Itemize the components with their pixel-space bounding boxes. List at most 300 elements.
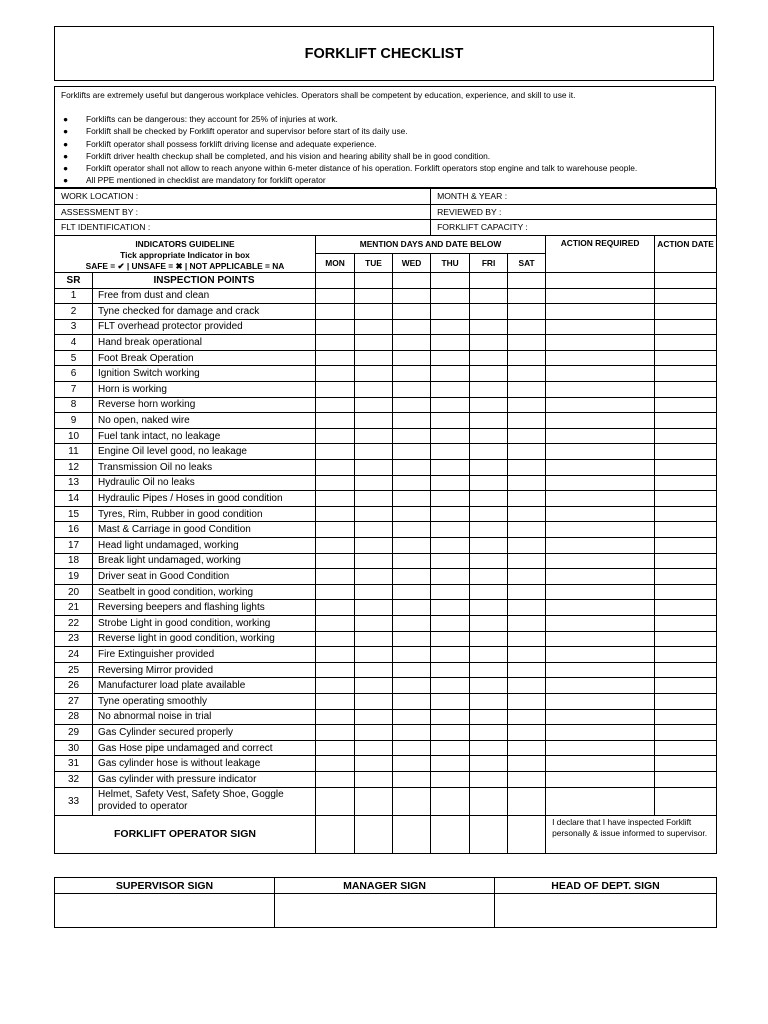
- assessment-by-field[interactable]: ASSESSMENT BY :: [55, 204, 431, 220]
- day-check-cell-mon[interactable]: [316, 569, 355, 585]
- day-check-cell-wed[interactable]: [393, 662, 431, 678]
- day-check-cell-thu[interactable]: [431, 460, 470, 476]
- action-required-cell[interactable]: [546, 382, 655, 398]
- day-check-cell-sat[interactable]: [508, 304, 546, 320]
- intro-bullet-item: [55, 151, 715, 163]
- day-check-cell-tue[interactable]: [355, 647, 393, 663]
- day-check-cell-tue[interactable]: [355, 366, 393, 382]
- day-check-cell-wed[interactable]: [393, 491, 431, 507]
- day-check-cell-wed[interactable]: [393, 647, 431, 663]
- day-check-cell-tue[interactable]: [355, 319, 393, 335]
- work-location-field[interactable]: WORK LOCATION :: [55, 189, 431, 205]
- day-check-cell-wed[interactable]: [393, 382, 431, 398]
- day-check-cell-fri[interactable]: [470, 319, 508, 335]
- day-check-cell-sat[interactable]: [508, 662, 546, 678]
- day-check-cell-wed[interactable]: [393, 428, 431, 444]
- day-check-cell-tue[interactable]: [355, 506, 393, 522]
- action-required-cell[interactable]: [546, 444, 655, 460]
- action-required-cell[interactable]: [546, 319, 655, 335]
- day-check-cell-fri[interactable]: [470, 538, 508, 554]
- forklift-operator-sign-label: FORKLIFT OPERATOR SIGN: [55, 815, 316, 853]
- day-check-cell-fri[interactable]: [470, 615, 508, 631]
- day-check-cell-thu[interactable]: [431, 615, 470, 631]
- action-date-cell[interactable]: [655, 600, 717, 616]
- operator-sign-cell-tue[interactable]: [355, 815, 393, 853]
- action-required-cell[interactable]: [546, 288, 655, 304]
- day-check-cell-thu[interactable]: [431, 553, 470, 569]
- day-check-cell-mon[interactable]: [316, 538, 355, 554]
- day-check-cell-mon[interactable]: [316, 725, 355, 741]
- bullet-icon: ●: [63, 150, 69, 161]
- day-check-cell-sat[interactable]: [508, 288, 546, 304]
- day-check-cell-wed[interactable]: [393, 475, 431, 491]
- day-check-cell-sat[interactable]: [508, 771, 546, 787]
- day-check-cell-mon[interactable]: [316, 787, 355, 815]
- day-check-cell-mon[interactable]: [316, 709, 355, 725]
- action-date-cell[interactable]: [655, 366, 717, 382]
- day-check-cell-mon[interactable]: [316, 771, 355, 787]
- action-required-cell[interactable]: [546, 413, 655, 429]
- action-date-cell[interactable]: [655, 756, 717, 772]
- supervisor-sign-box[interactable]: [55, 894, 275, 928]
- day-check-cell-wed[interactable]: [393, 366, 431, 382]
- day-check-cell-mon[interactable]: [316, 444, 355, 460]
- action-required-cell[interactable]: [546, 709, 655, 725]
- intro-bullet-item: [55, 163, 715, 175]
- table-row: [55, 382, 717, 398]
- day-check-cell-thu[interactable]: [431, 693, 470, 709]
- action-date-cell[interactable]: [655, 740, 717, 756]
- day-check-cell-sat[interactable]: [508, 475, 546, 491]
- day-check-cell-mon[interactable]: [316, 756, 355, 772]
- day-check-cell-sat[interactable]: [508, 413, 546, 429]
- day-check-cell-mon[interactable]: [316, 600, 355, 616]
- day-check-cell-fri[interactable]: [470, 600, 508, 616]
- action-required-cell[interactable]: [546, 522, 655, 538]
- action-required-cell[interactable]: [546, 366, 655, 382]
- day-check-cell-thu[interactable]: [431, 600, 470, 616]
- sr-header: SR: [55, 272, 93, 288]
- action-date-cell[interactable]: [655, 288, 717, 304]
- action-date-cell[interactable]: [655, 335, 717, 351]
- day-check-cell-sat[interactable]: [508, 740, 546, 756]
- action-required-cell[interactable]: [546, 397, 655, 413]
- day-check-cell-thu[interactable]: [431, 771, 470, 787]
- action-required-cell[interactable]: [546, 678, 655, 694]
- day-check-cell-thu[interactable]: [431, 709, 470, 725]
- day-check-cell-tue[interactable]: [355, 693, 393, 709]
- day-check-cell-thu[interactable]: [431, 538, 470, 554]
- operator-sign-cell-wed[interactable]: [393, 815, 431, 853]
- day-check-cell-tue[interactable]: [355, 413, 393, 429]
- action-date-cell[interactable]: [655, 569, 717, 585]
- day-check-cell-tue[interactable]: [355, 382, 393, 398]
- day-check-cell-thu[interactable]: [431, 397, 470, 413]
- action-required-cell[interactable]: [546, 662, 655, 678]
- day-check-cell-thu[interactable]: [431, 631, 470, 647]
- day-check-cell-fri[interactable]: [470, 288, 508, 304]
- action-date-cell[interactable]: [655, 413, 717, 429]
- day-check-cell-sat[interactable]: [508, 444, 546, 460]
- day-check-cell-thu[interactable]: [431, 288, 470, 304]
- day-check-cell-tue[interactable]: [355, 460, 393, 476]
- action-date-cell[interactable]: [655, 693, 717, 709]
- day-check-cell-thu[interactable]: [431, 506, 470, 522]
- day-check-cell-sat[interactable]: [508, 678, 546, 694]
- day-check-cell-sat[interactable]: [508, 756, 546, 772]
- day-check-cell-fri[interactable]: [470, 522, 508, 538]
- day-check-cell-wed[interactable]: [393, 319, 431, 335]
- action-date-cell[interactable]: [655, 382, 717, 398]
- day-check-cell-fri[interactable]: [470, 725, 508, 741]
- day-check-cell-fri[interactable]: [470, 631, 508, 647]
- action-date-cell[interactable]: [655, 522, 717, 538]
- day-check-cell-sat[interactable]: [508, 787, 546, 815]
- day-check-cell-tue[interactable]: [355, 491, 393, 507]
- action-required-cell[interactable]: [546, 538, 655, 554]
- action-date-cell[interactable]: [655, 725, 717, 741]
- action-date-cell[interactable]: [655, 304, 717, 320]
- day-check-cell-fri[interactable]: [470, 506, 508, 522]
- day-check-cell-mon[interactable]: [316, 647, 355, 663]
- table-row: [55, 366, 717, 382]
- action-date-cell[interactable]: [655, 787, 717, 815]
- row-sr: 9: [55, 413, 93, 429]
- day-header-wed: WED: [393, 254, 431, 273]
- operator-sign-cell-sat[interactable]: [508, 815, 546, 853]
- day-check-cell-sat[interactable]: [508, 397, 546, 413]
- day-check-cell-thu[interactable]: [431, 725, 470, 741]
- day-check-cell-fri[interactable]: [470, 382, 508, 398]
- day-check-cell-wed[interactable]: [393, 631, 431, 647]
- day-check-cell-thu[interactable]: [431, 428, 470, 444]
- operator-sign-cell-mon[interactable]: [316, 815, 355, 853]
- intro-section: [54, 86, 716, 188]
- action-required-cell[interactable]: [546, 771, 655, 787]
- day-check-cell-fri[interactable]: [470, 740, 508, 756]
- day-check-cell-mon[interactable]: [316, 553, 355, 569]
- day-check-cell-sat[interactable]: [508, 460, 546, 476]
- action-required-cell[interactable]: [546, 756, 655, 772]
- action-required-cell[interactable]: [546, 600, 655, 616]
- row-sr: 16: [55, 522, 93, 538]
- action-required-cell[interactable]: [546, 615, 655, 631]
- flt-identification-field[interactable]: FLT IDENTIFICATION :: [55, 220, 431, 236]
- row-inspection-point: Helmet, Safety Vest, Safety Shoe, Goggle provided to operator: [93, 787, 316, 815]
- day-check-cell-tue[interactable]: [355, 662, 393, 678]
- action-required-cell[interactable]: [546, 506, 655, 522]
- day-check-cell-tue[interactable]: [355, 740, 393, 756]
- action-required-cell[interactable]: [546, 787, 655, 815]
- day-check-cell-tue[interactable]: [355, 397, 393, 413]
- day-check-cell-wed[interactable]: [393, 787, 431, 815]
- day-check-cell-wed[interactable]: [393, 304, 431, 320]
- day-check-cell-sat[interactable]: [508, 725, 546, 741]
- day-check-cell-tue[interactable]: [355, 569, 393, 585]
- day-check-cell-thu[interactable]: [431, 304, 470, 320]
- day-check-cell-fri[interactable]: [470, 444, 508, 460]
- row-sr: 31: [55, 756, 93, 772]
- day-check-cell-sat[interactable]: [508, 600, 546, 616]
- day-check-cell-mon[interactable]: [316, 366, 355, 382]
- day-check-cell-fri[interactable]: [470, 756, 508, 772]
- day-check-cell-wed[interactable]: [393, 678, 431, 694]
- manager-sign-box[interactable]: [275, 894, 495, 928]
- action-required-cell[interactable]: [546, 335, 655, 351]
- day-check-cell-wed[interactable]: [393, 506, 431, 522]
- day-check-cell-tue[interactable]: [355, 615, 393, 631]
- forklift-capacity-field[interactable]: FORKLIFT CAPACITY :: [431, 220, 717, 236]
- day-check-cell-thu[interactable]: [431, 647, 470, 663]
- day-check-cell-fri[interactable]: [470, 428, 508, 444]
- action-date-cell[interactable]: [655, 428, 717, 444]
- row-inspection-point: Fire Extinguisher provided: [93, 647, 316, 663]
- day-check-cell-tue[interactable]: [355, 335, 393, 351]
- day-check-cell-tue[interactable]: [355, 787, 393, 815]
- day-check-cell-fri[interactable]: [470, 475, 508, 491]
- day-check-cell-wed[interactable]: [393, 413, 431, 429]
- day-check-cell-mon[interactable]: [316, 506, 355, 522]
- action-date-cell[interactable]: [655, 584, 717, 600]
- day-check-cell-sat[interactable]: [508, 553, 546, 569]
- day-check-cell-sat[interactable]: [508, 335, 546, 351]
- day-check-cell-thu[interactable]: [431, 444, 470, 460]
- day-check-cell-sat[interactable]: [508, 491, 546, 507]
- day-check-cell-mon[interactable]: [316, 693, 355, 709]
- action-date-cell[interactable]: [655, 444, 717, 460]
- day-check-cell-thu[interactable]: [431, 335, 470, 351]
- day-check-cell-fri[interactable]: [470, 569, 508, 585]
- day-check-cell-tue[interactable]: [355, 725, 393, 741]
- day-check-cell-fri[interactable]: [470, 304, 508, 320]
- day-check-cell-sat[interactable]: [508, 647, 546, 663]
- day-check-cell-sat[interactable]: [508, 506, 546, 522]
- action-date-cell[interactable]: [655, 662, 717, 678]
- day-check-cell-thu[interactable]: [431, 350, 470, 366]
- action-required-cell[interactable]: [546, 569, 655, 585]
- day-check-cell-wed[interactable]: [393, 397, 431, 413]
- day-check-cell-wed[interactable]: [393, 709, 431, 725]
- day-check-cell-fri[interactable]: [470, 693, 508, 709]
- day-check-cell-sat[interactable]: [508, 428, 546, 444]
- row-sr: 10: [55, 428, 93, 444]
- day-check-cell-wed[interactable]: [393, 725, 431, 741]
- day-check-cell-wed[interactable]: [393, 584, 431, 600]
- action-date-cell[interactable]: [655, 709, 717, 725]
- day-check-cell-mon[interactable]: [316, 335, 355, 351]
- action-date-cell[interactable]: [655, 771, 717, 787]
- action-date-cell[interactable]: [655, 319, 717, 335]
- day-check-cell-mon[interactable]: [316, 662, 355, 678]
- day-check-cell-mon[interactable]: [316, 288, 355, 304]
- action-required-cell[interactable]: [546, 428, 655, 444]
- day-check-cell-wed[interactable]: [393, 522, 431, 538]
- operator-sign-cell-thu[interactable]: [431, 815, 470, 853]
- day-check-cell-sat[interactable]: [508, 584, 546, 600]
- day-check-cell-thu[interactable]: [431, 740, 470, 756]
- action-date-cell[interactable]: [655, 647, 717, 663]
- day-check-cell-thu[interactable]: [431, 319, 470, 335]
- day-check-cell-sat[interactable]: [508, 538, 546, 554]
- day-check-cell-fri[interactable]: [470, 553, 508, 569]
- day-check-cell-thu[interactable]: [431, 756, 470, 772]
- day-check-cell-thu[interactable]: [431, 787, 470, 815]
- action-date-cell[interactable]: [655, 397, 717, 413]
- day-check-cell-wed[interactable]: [393, 350, 431, 366]
- day-check-cell-tue[interactable]: [355, 678, 393, 694]
- day-check-cell-mon[interactable]: [316, 615, 355, 631]
- day-check-cell-wed[interactable]: [393, 693, 431, 709]
- day-check-cell-sat[interactable]: [508, 366, 546, 382]
- action-date-cell[interactable]: [655, 475, 717, 491]
- action-required-cell[interactable]: [546, 350, 655, 366]
- action-required-cell[interactable]: [546, 553, 655, 569]
- day-check-cell-mon[interactable]: [316, 428, 355, 444]
- day-check-cell-mon[interactable]: [316, 460, 355, 476]
- day-check-cell-fri[interactable]: [470, 366, 508, 382]
- day-check-cell-fri[interactable]: [470, 662, 508, 678]
- day-check-cell-wed[interactable]: [393, 553, 431, 569]
- action-date-cell[interactable]: [655, 506, 717, 522]
- action-required-cell[interactable]: [546, 725, 655, 741]
- day-check-cell-thu[interactable]: [431, 662, 470, 678]
- day-check-cell-tue[interactable]: [355, 522, 393, 538]
- action-date-cell[interactable]: [655, 631, 717, 647]
- table-row: [55, 678, 717, 694]
- day-check-cell-sat[interactable]: [508, 522, 546, 538]
- day-check-cell-fri[interactable]: [470, 413, 508, 429]
- day-check-cell-sat[interactable]: [508, 693, 546, 709]
- day-check-cell-mon[interactable]: [316, 319, 355, 335]
- day-check-cell-fri[interactable]: [470, 335, 508, 351]
- operator-sign-cell-fri[interactable]: [470, 815, 508, 853]
- action-date-cell[interactable]: [655, 491, 717, 507]
- day-check-cell-thu[interactable]: [431, 382, 470, 398]
- day-check-cell-fri[interactable]: [470, 584, 508, 600]
- day-check-cell-tue[interactable]: [355, 600, 393, 616]
- day-check-cell-wed[interactable]: [393, 538, 431, 554]
- day-check-cell-sat[interactable]: [508, 569, 546, 585]
- day-check-cell-wed[interactable]: [393, 288, 431, 304]
- day-check-cell-tue[interactable]: [355, 304, 393, 320]
- day-check-cell-mon[interactable]: [316, 475, 355, 491]
- day-check-cell-thu[interactable]: [431, 366, 470, 382]
- manager-sign-label: MANAGER SIGN: [275, 878, 495, 894]
- day-check-cell-tue[interactable]: [355, 584, 393, 600]
- action-date-cell[interactable]: [655, 678, 717, 694]
- action-required-cell[interactable]: [546, 460, 655, 476]
- day-check-cell-fri[interactable]: [470, 647, 508, 663]
- day-check-cell-thu[interactable]: [431, 584, 470, 600]
- action-required-cell[interactable]: [546, 491, 655, 507]
- day-check-cell-tue[interactable]: [355, 709, 393, 725]
- day-check-cell-mon[interactable]: [316, 413, 355, 429]
- day-check-cell-fri[interactable]: [470, 709, 508, 725]
- day-check-cell-wed[interactable]: [393, 615, 431, 631]
- day-check-cell-mon[interactable]: [316, 304, 355, 320]
- action-date-cell[interactable]: [655, 460, 717, 476]
- day-check-cell-wed[interactable]: [393, 460, 431, 476]
- day-check-cell-tue[interactable]: [355, 538, 393, 554]
- day-check-cell-mon[interactable]: [316, 382, 355, 398]
- day-check-cell-tue[interactable]: [355, 553, 393, 569]
- day-check-cell-tue[interactable]: [355, 756, 393, 772]
- head-of-dept-sign-box[interactable]: [495, 894, 717, 928]
- day-check-cell-wed[interactable]: [393, 569, 431, 585]
- day-check-cell-fri[interactable]: [470, 491, 508, 507]
- day-check-cell-sat[interactable]: [508, 709, 546, 725]
- reviewed-by-field[interactable]: REVIEWED BY :: [431, 204, 717, 220]
- day-check-cell-tue[interactable]: [355, 771, 393, 787]
- day-check-cell-thu[interactable]: [431, 475, 470, 491]
- day-check-cell-thu[interactable]: [431, 413, 470, 429]
- day-check-cell-mon[interactable]: [316, 522, 355, 538]
- day-check-cell-tue[interactable]: [355, 350, 393, 366]
- action-required-cell[interactable]: [546, 647, 655, 663]
- action-required-cell[interactable]: [546, 631, 655, 647]
- day-check-cell-mon[interactable]: [316, 584, 355, 600]
- day-check-cell-wed[interactable]: [393, 740, 431, 756]
- day-check-cell-tue[interactable]: [355, 444, 393, 460]
- action-required-cell[interactable]: [546, 740, 655, 756]
- action-date-cell[interactable]: [655, 538, 717, 554]
- table-row: [55, 553, 717, 569]
- action-required-cell[interactable]: [546, 304, 655, 320]
- day-check-cell-fri[interactable]: [470, 771, 508, 787]
- day-header-thu: THU: [431, 254, 470, 273]
- day-check-cell-mon[interactable]: [316, 678, 355, 694]
- day-check-cell-mon[interactable]: [316, 631, 355, 647]
- day-check-cell-sat[interactable]: [508, 350, 546, 366]
- day-check-cell-fri[interactable]: [470, 460, 508, 476]
- day-check-cell-thu[interactable]: [431, 522, 470, 538]
- day-check-cell-thu[interactable]: [431, 491, 470, 507]
- day-check-cell-fri[interactable]: [470, 678, 508, 694]
- day-check-cell-thu[interactable]: [431, 569, 470, 585]
- day-check-cell-thu[interactable]: [431, 678, 470, 694]
- day-check-cell-sat[interactable]: [508, 631, 546, 647]
- day-check-cell-mon[interactable]: [316, 491, 355, 507]
- day-check-cell-mon[interactable]: [316, 397, 355, 413]
- day-check-cell-wed[interactable]: [393, 756, 431, 772]
- day-check-cell-tue[interactable]: [355, 428, 393, 444]
- day-check-cell-fri[interactable]: [470, 397, 508, 413]
- day-check-cell-fri[interactable]: [470, 787, 508, 815]
- day-check-cell-tue[interactable]: [355, 631, 393, 647]
- day-check-cell-mon[interactable]: [316, 740, 355, 756]
- action-date-cell[interactable]: [655, 553, 717, 569]
- day-check-cell-wed[interactable]: [393, 335, 431, 351]
- day-check-cell-sat[interactable]: [508, 382, 546, 398]
- day-check-cell-sat[interactable]: [508, 319, 546, 335]
- day-check-cell-wed[interactable]: [393, 771, 431, 787]
- month-year-field[interactable]: MONTH & YEAR :: [431, 189, 717, 205]
- action-required-cell[interactable]: [546, 693, 655, 709]
- day-check-cell-wed[interactable]: [393, 444, 431, 460]
- day-check-cell-tue[interactable]: [355, 475, 393, 491]
- day-check-cell-sat[interactable]: [508, 615, 546, 631]
- action-required-cell[interactable]: [546, 584, 655, 600]
- action-required-cell[interactable]: [546, 475, 655, 491]
- row-inspection-point: FLT overhead protector provided: [93, 319, 316, 335]
- day-check-cell-fri[interactable]: [470, 350, 508, 366]
- day-check-cell-tue[interactable]: [355, 288, 393, 304]
- row-inspection-point: Mast & Carriage in good Condition: [93, 522, 316, 538]
- action-date-cell[interactable]: [655, 350, 717, 366]
- action-date-cell[interactable]: [655, 615, 717, 631]
- day-check-cell-wed[interactable]: [393, 600, 431, 616]
- day-check-cell-mon[interactable]: [316, 350, 355, 366]
